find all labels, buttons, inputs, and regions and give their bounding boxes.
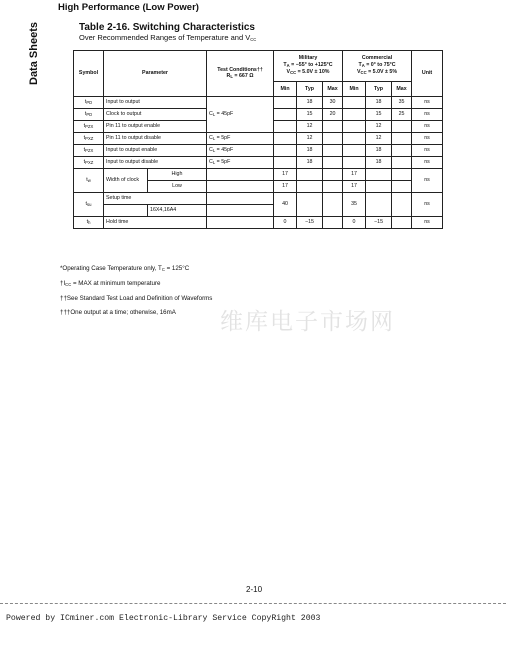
cond-sub: L xyxy=(212,135,216,141)
mil-max-cell xyxy=(323,193,343,217)
page-header: High Performance (Low Power) xyxy=(58,2,199,13)
cond-value: = 5pF xyxy=(215,134,231,141)
footer-credit: Powered by ICminer.com Electronic-Library Service CopyRight 2003 xyxy=(6,614,321,623)
parameter-cell: Width of clock xyxy=(104,169,148,193)
mil-typ-cell: 18 xyxy=(297,157,323,169)
military-vcc-sym: V xyxy=(286,69,291,76)
footnote-1-rest: = 125°C xyxy=(164,265,190,272)
condition-cell xyxy=(207,181,274,193)
symbol-sub: PZX xyxy=(85,123,94,129)
mil-max-cell: 20 xyxy=(323,109,343,121)
switching-characteristics-table-block xyxy=(73,22,442,229)
parameter-cell: Input to output xyxy=(104,97,207,109)
com-min-cell xyxy=(343,145,366,157)
mil-max-cell xyxy=(323,121,343,133)
footnote-2-rest: = MAX at minimum temperature xyxy=(71,280,161,287)
footnote-3: ††See Standard Test Load and Definition of Waveforms xyxy=(60,295,213,302)
condition-cell xyxy=(207,169,274,181)
page-number: 2-10 xyxy=(246,585,263,594)
com-min-cell: 0 xyxy=(343,217,366,229)
military-temp-sub: A xyxy=(286,62,290,68)
header-com-typ: Typ xyxy=(366,82,392,97)
header-military xyxy=(274,51,343,82)
sub-parameter-variant: 16X4,16A4 xyxy=(148,205,207,217)
com-max-cell xyxy=(392,133,412,145)
unit-cell: ns xyxy=(412,157,443,169)
mil-max-cell xyxy=(323,217,343,229)
symbol-sub: PD xyxy=(86,99,93,105)
com-typ-cell: 18 xyxy=(366,145,392,157)
header-com-max: Max xyxy=(392,82,412,97)
symbol-t: t xyxy=(86,176,88,183)
footnote-4: †††One output at a time; otherwise, 16mA xyxy=(60,309,176,316)
mil-min-cell xyxy=(274,157,297,169)
com-min-cell xyxy=(343,133,366,145)
mil-min-cell xyxy=(274,97,297,109)
mil-min-cell xyxy=(274,109,297,121)
header-test-conditions-line1: Test Conditions†† xyxy=(217,66,263,73)
symbol-sub: h xyxy=(88,219,91,225)
symbol-cell xyxy=(74,121,104,133)
symbol-t: t xyxy=(83,146,86,153)
com-typ-cell: 18 xyxy=(366,97,392,109)
symbol-t: t xyxy=(83,158,86,165)
mil-max-cell: 30 xyxy=(323,97,343,109)
com-typ-cell: 12 xyxy=(366,121,392,133)
footer-divider xyxy=(0,603,506,604)
com-typ-cell: 15 xyxy=(366,109,392,121)
parameter-cell: Input to output disable xyxy=(104,157,207,169)
switching-characteristics-table xyxy=(73,50,443,229)
com-max-cell xyxy=(392,193,412,217)
header-mil-min: Min xyxy=(274,82,297,97)
mil-typ-cell: 18 xyxy=(297,145,323,157)
com-max-cell xyxy=(392,169,412,181)
commercial-temp xyxy=(345,62,409,70)
cond-c: C xyxy=(209,158,213,165)
footnote-2 xyxy=(60,277,212,292)
table-subtitle xyxy=(79,33,442,44)
unit-cell: ns xyxy=(412,121,443,133)
mil-typ-cell: 18 xyxy=(297,97,323,109)
mil-min-cell xyxy=(274,133,297,145)
mil-max-cell xyxy=(323,133,343,145)
military-temp-sym: T xyxy=(283,61,287,68)
table-row-tw-high xyxy=(74,169,443,181)
unit-cell: ns xyxy=(412,109,443,121)
symbol-cell xyxy=(74,145,104,157)
com-min-cell: 35 xyxy=(343,193,366,217)
symbol-sub: PXZ xyxy=(85,135,94,141)
symbol-cell xyxy=(74,193,104,217)
com-min-cell xyxy=(343,97,366,109)
sub-parameter-low: Low xyxy=(148,181,207,193)
com-max-cell xyxy=(392,157,412,169)
condition-cell xyxy=(207,145,274,157)
commercial-vcc xyxy=(345,69,409,77)
header-parameter: Parameter xyxy=(104,51,207,97)
com-max-cell xyxy=(392,121,412,133)
symbol-sub: PZX xyxy=(85,147,94,153)
rl-value: = 667 Ω xyxy=(232,73,254,79)
rl-symbol: R xyxy=(226,73,231,79)
condition-cell xyxy=(207,157,274,169)
rl-sub: L xyxy=(230,74,233,79)
com-max-cell xyxy=(392,217,412,229)
mil-min-cell xyxy=(274,121,297,133)
commercial-temp-range: = 0° to 75°C xyxy=(364,61,396,68)
military-label: Military xyxy=(298,55,318,62)
symbol-cell xyxy=(74,157,104,169)
commercial-temp-sym: T xyxy=(358,61,362,68)
commercial-vcc-range: = 5.0V ± 5% xyxy=(366,69,398,76)
com-typ-cell xyxy=(366,181,392,193)
cond-value: = 5pF xyxy=(215,158,231,165)
com-max-cell: 25 xyxy=(392,109,412,121)
symbol-sub: w xyxy=(87,177,91,183)
sub-parameter-high: High xyxy=(148,169,207,181)
footnote-1-text: *Operating Case Temperature only, T xyxy=(60,265,162,272)
unit-cell: ns xyxy=(412,133,443,145)
com-typ-cell xyxy=(366,193,392,217)
symbol-sub: su xyxy=(87,201,92,207)
symbol-t: t xyxy=(85,200,88,207)
symbol-t: t xyxy=(83,122,86,129)
table-footnotes xyxy=(60,262,212,320)
mil-typ-cell xyxy=(297,169,323,181)
symbol-cell xyxy=(74,217,104,229)
condition-cell xyxy=(207,133,274,145)
parameter-cell: Pin 11 to output enable xyxy=(104,121,207,133)
symbol-t: t xyxy=(86,218,89,225)
parameter-cell: Input to output enable xyxy=(104,145,207,157)
military-vcc-range: = 5.0V ± 10% xyxy=(296,69,330,76)
unit-cell: ns xyxy=(412,145,443,157)
mil-min-cell: 17 xyxy=(274,181,297,193)
mil-max-cell xyxy=(323,145,343,157)
unit-cell: ns xyxy=(412,217,443,229)
watermark: 维库电子市场网 xyxy=(220,309,395,335)
footnote-1 xyxy=(60,262,212,277)
cond-c: C xyxy=(209,146,213,153)
table-subtitle-sub: CC xyxy=(250,37,257,42)
military-vcc-sub: CC xyxy=(290,70,297,76)
cond-c: C xyxy=(209,134,213,141)
mil-typ-cell: 12 xyxy=(297,133,323,145)
condition-cell xyxy=(207,97,274,133)
table-row xyxy=(74,145,443,157)
symbol-cell xyxy=(74,97,104,109)
unit-cell: ns xyxy=(412,97,443,109)
com-min-cell xyxy=(343,121,366,133)
mil-typ-cell: 15 xyxy=(297,109,323,121)
mil-max-cell xyxy=(323,169,343,181)
mil-typ-cell: −15 xyxy=(297,217,323,229)
mil-min-cell: 40 xyxy=(274,193,297,217)
cond-value: = 45pF xyxy=(215,110,234,117)
cond-sub: L xyxy=(212,111,216,117)
commercial-vcc-sym: V xyxy=(357,69,361,76)
military-temp xyxy=(276,62,340,70)
header-test-conditions xyxy=(207,51,274,97)
condition-cell xyxy=(207,205,274,217)
mil-typ-cell xyxy=(297,181,323,193)
com-min-cell xyxy=(343,109,366,121)
com-typ-cell: 18 xyxy=(366,157,392,169)
military-vcc xyxy=(276,69,340,77)
symbol-sub: PXZ xyxy=(85,159,94,165)
com-max-cell xyxy=(392,145,412,157)
symbol-t: t xyxy=(84,98,87,105)
symbol-cell xyxy=(74,133,104,145)
parameter-cell: Clock to output xyxy=(104,109,207,121)
mil-max-cell xyxy=(323,157,343,169)
cond-value: = 45pF xyxy=(215,146,234,153)
unit-cell: ns xyxy=(412,169,443,193)
table-header-row xyxy=(74,51,443,82)
symbol-cell xyxy=(74,109,104,121)
symbol-t: t xyxy=(83,134,86,141)
cond-sub: L xyxy=(212,147,216,153)
parameter-cell: Hold time xyxy=(104,217,207,229)
table-row-th xyxy=(74,217,443,229)
com-max-cell xyxy=(392,181,412,193)
parameter-cell: Setup time xyxy=(104,193,207,205)
cond-c: C xyxy=(209,110,213,117)
symbol-sub: PD xyxy=(86,111,93,117)
com-typ-cell xyxy=(366,169,392,181)
symbol-t: t xyxy=(84,110,87,117)
footnote-1-sub: C xyxy=(161,267,165,272)
table-row xyxy=(74,157,443,169)
cond-sub: L xyxy=(212,159,216,165)
military-temp-range: = −55° to +125°C xyxy=(289,61,333,68)
table-title: Table 2-16. Switching Characteristics xyxy=(79,22,255,33)
condition-cell xyxy=(207,217,274,229)
unit-cell: ns xyxy=(412,193,443,217)
table-row xyxy=(74,133,443,145)
header-mil-max: Max xyxy=(323,82,343,97)
table-row-tsu xyxy=(74,193,443,205)
mil-min-cell: 17 xyxy=(274,169,297,181)
com-typ-cell: 12 xyxy=(366,133,392,145)
com-min-cell: 17 xyxy=(343,181,366,193)
footnote-2-text: †I xyxy=(60,280,66,287)
table-row xyxy=(74,97,443,109)
com-typ-cell: −15 xyxy=(366,217,392,229)
mil-min-cell: 0 xyxy=(274,217,297,229)
parameter-cell: Pin 11 to output disable xyxy=(104,133,207,145)
table-subtitle-text: Over Recommended Ranges of Temperature and V xyxy=(79,33,251,42)
parameter-spacer xyxy=(104,205,148,217)
header-commercial xyxy=(343,51,412,82)
side-tab-label: Data Sheets xyxy=(28,22,40,85)
commercial-temp-sub: A xyxy=(361,62,365,68)
com-min-cell xyxy=(343,157,366,169)
header-com-min: Min xyxy=(343,82,366,97)
mil-min-cell xyxy=(274,145,297,157)
condition-cell xyxy=(207,193,274,205)
commercial-label: Commercial xyxy=(361,55,393,62)
header-mil-typ: Typ xyxy=(297,82,323,97)
commercial-vcc-sub: CC xyxy=(360,70,367,76)
com-min-cell: 17 xyxy=(343,169,366,181)
mil-typ-cell xyxy=(297,193,323,217)
footnote-2-sub: CC xyxy=(65,282,72,287)
mil-typ-cell: 12 xyxy=(297,121,323,133)
symbol-cell xyxy=(74,169,104,193)
com-max-cell: 35 xyxy=(392,97,412,109)
header-test-conditions-line2 xyxy=(209,73,271,81)
header-symbol: Symbol xyxy=(74,51,104,97)
header-unit: Unit xyxy=(412,51,443,97)
mil-max-cell xyxy=(323,181,343,193)
